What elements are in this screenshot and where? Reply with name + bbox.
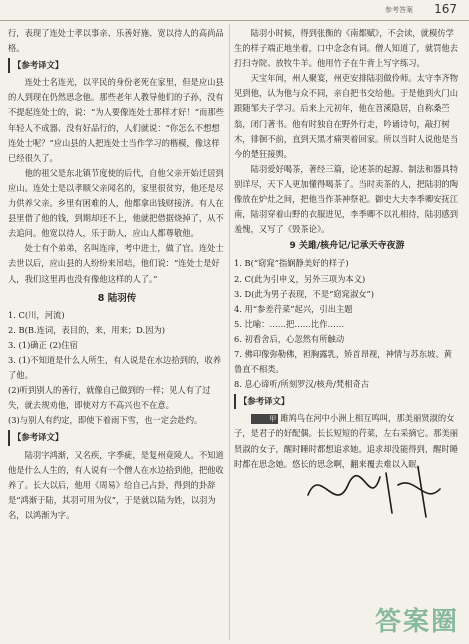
right-column bbox=[234, 26, 460, 638]
lesson-title: 9 关雎/核舟记/记承天寺夜游 bbox=[289, 241, 405, 252]
column-divider bbox=[229, 24, 230, 640]
answer-line: 1. C(川，河流) bbox=[8, 309, 65, 320]
answer-line: 4. 用“参差荇菜”起兴，引出主题 bbox=[234, 303, 353, 314]
answer-line: 6. 初看舍后，心忽然有所触动 bbox=[234, 333, 345, 344]
section-heading: 【参考译文】 bbox=[8, 58, 66, 73]
header-label: 参考答案 bbox=[385, 6, 413, 14]
answer-line: 7. 佛印像弥勒佛，袒胸露乳，矫首昂视，神情与苏东坡、黄鲁直不相类。 bbox=[234, 348, 452, 375]
lesson-title: 8 陆羽传 bbox=[97, 292, 137, 304]
left-column bbox=[8, 26, 226, 638]
paragraph: 陆羽小时候，得到张衡的《南都赋》，不会读，就模仿学生的样子端正地坐着，口中念念有词。僧人知道了，就罚他去打扫寺院、放牧牛羊。他用竹子在牛背上写字练习。 bbox=[234, 28, 459, 69]
answer-line: 2. B(B.连词，表目的，来，用来；D.因为) bbox=[8, 324, 166, 335]
intro-paragraph: 行，表现了连处士孝以事亲、乐善好施、宽以待人的高尚品格。 bbox=[8, 28, 224, 54]
paragraph: 陆羽爱好喝茶，著经三篇，论述茶的起源、制法和器具特别详尽，天下人更加懂得喝茶了。当时卖茶的人，把陆羽的陶像放在炉灶之间，把他当作茶神祭祀。御史大夫李季卿安抚江南，陆羽穿着山野的衣服进见，李季卿不以礼相待，陆羽感到羞愧，又写了《毁茶论》。 bbox=[234, 163, 459, 235]
answer-line: 1. B(“窈窕”指娴静美好的样子) bbox=[234, 258, 349, 269]
answer-line: 5. 比喻：……把……比作…… bbox=[234, 318, 345, 329]
answer-line: 2. C(此为引申义，另外三项为本义) bbox=[234, 273, 366, 284]
paragraph: 陆羽字鸿渐，又名疾，字季疵，是复州竟陵人。不知道他是什么人生的，有人说有一个僧人在水边拾到他，把他收养了。长大以后，他用《周易》给自己占卦，得到的卦辞是“鸿渐于陆，其羽可用为仪”，于是就以陆为姓，以羽为名，以鸿渐为字。 bbox=[8, 449, 224, 520]
paragraph: 连处士名连光，以平民的身份老死在家里，但是应山县的人到现在仍然思念他。那些老年人教导他们的子孙，没有不提起连处士的，说：“为人要像连处士那样才好！”而那些年轻人不成器、没有好品行的，人们就说：“你怎么不想想连处士呢？”应山县的人把连处士当作学习的楷模，像这样已经很久了。 bbox=[8, 77, 224, 163]
watermark: 答案圈 bbox=[374, 607, 459, 637]
page-number: 167 bbox=[434, 2, 457, 16]
answer-line: 3. D(此为男子表现，不是“窈窕淑女”) bbox=[234, 288, 375, 299]
answer-line: (3)与别人有约定，即使下着雨下雪，也一定会赴约。 bbox=[8, 415, 203, 426]
answer-line: 8. 息心谛听/所刻罗汉/核舟/梵相奇古 bbox=[234, 379, 370, 390]
page-header bbox=[0, 0, 469, 21]
jia-marker: 甲 bbox=[251, 414, 279, 424]
section-heading: 【参考译文】 bbox=[8, 430, 66, 445]
answer-line: 3. (1)确正 (2)住宿 bbox=[8, 339, 78, 350]
paragraph-text: 雎鸠鸟在河中小洲上相互鸣叫，那美丽贤淑的女子，是君子的好配偶。长长短短的荇菜，左右采摘它。那美丽贤淑的女子，醒时睡时都想追求她。追求却没能得到，醒时睡时都在思念她。悠长的思念啊，翻来覆去难以入眠。 bbox=[234, 413, 459, 469]
answer-line: 3. (1)不知道是什么人所生，有人说是在水边拾到的，收养了他。 bbox=[8, 354, 222, 381]
answer-line: (2)听到别人的善行，就像自己做到的一样；见人有了过失，就去规劝他，即使对方不高兴也不在意。 bbox=[8, 385, 211, 411]
paragraph: 他的祖父是东北镇节度使的后代，自他父亲开始迁居到应山。连处士是以孝顺父亲闻名的，家里很贫穷，他还是尽力供养父亲。乡里有困难的人，他都拿出钱财接济。有人在县里借了他的钱，到期却还不上，他就把借据烧掉了，从不去追问。他宽以待人，乐于助人，应山人都尊敬他。 bbox=[8, 167, 224, 239]
section-heading: 【参考译文】 bbox=[234, 394, 292, 409]
paragraph: 处士有个弟弟，名叫连庠，考中进士，做了官。连处士去世以后，应山县的人纷纷来吊唁，他们说：“连处士是好人，我们这里再也没有像他这样的人了。” bbox=[8, 243, 224, 284]
paragraph: 天宝年间，州人聚宴，州吏安排陆羽做伶师。太守李齐物见到他，认为他与众不同，亲自把书交给他。于是他到火门山跟随邹夫子学习。后来上元初年，他在苕溪隐居，自称桑苎翁，闭门著书。他有时独自在野外行走，吟诵诗句，敲打树木，徘徊不前，直到天黑才痛哭着回家。所以当时人说他是当今的楚狂接舆。 bbox=[234, 73, 459, 159]
paragraph bbox=[234, 411, 460, 471]
